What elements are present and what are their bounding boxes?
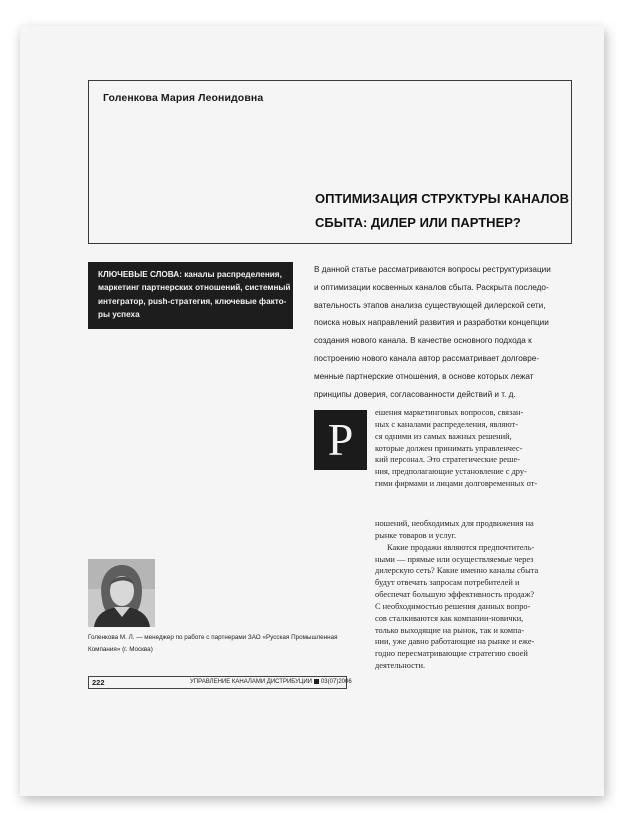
body-line: ешения маркетинговых вопросов, связан- [375, 408, 524, 417]
title-line: СБЫТА: ДИЛЕР ИЛИ ПАРТНЕР? [315, 215, 521, 230]
body-line: Какие продажи являются предпочтитель- [387, 542, 535, 552]
body-line: ношений, необходимых для продвижения на [375, 519, 534, 528]
abstract-line: менные партнерские отношения, в основе которых лежат [314, 371, 534, 381]
abstract-line: вательность этапов анализа существующей дилерской сети, [314, 300, 546, 310]
body-line: ся одними из самых важных решений, [375, 431, 512, 441]
body-line: только выходящие на рынок, так и компа- [375, 625, 525, 635]
body-line: дилерскую сеть? Какие именно каналы сбыта [375, 566, 539, 576]
square-separator-icon [314, 679, 319, 684]
body-line: ния, предполагающие установление с дру- [375, 467, 527, 477]
photo-caption [88, 632, 368, 655]
page-number: 222 [92, 678, 105, 687]
body-line: рынке товаров и услуг. [375, 530, 457, 540]
body-line: гими фирмами и лицами долговременных от- [375, 479, 538, 489]
body-line: деятельности. [375, 661, 426, 671]
keywords-line: ры успеха [98, 310, 140, 320]
keywords-line: КЛЮЧЕВЫЕ СЛОВА: каналы распределения, [98, 270, 282, 279]
abstract [314, 261, 576, 403]
magazine-page [20, 26, 604, 796]
header-box [88, 80, 572, 244]
journal-name: УПРАВЛЕНИЕ КАНАЛАМИ ДИСТРИБУЦИИ [190, 679, 312, 686]
journal-footer [190, 679, 352, 685]
body-text-continue [375, 518, 579, 672]
author-photo [88, 559, 155, 627]
author-name: Голенкова Мария Леонидовна [103, 92, 264, 104]
abstract-line: принципы доверия, согласованности действий и т. д. [314, 389, 516, 399]
caption-line: Компания» (г. Москва) [88, 645, 153, 653]
body-line: будут отвечать запросам потребителей и [375, 578, 520, 588]
body-line: ных с каналами распределения, являют- [375, 419, 519, 429]
article-title [315, 187, 570, 235]
body-line: ными — прямые или осуществляемые через [375, 554, 534, 564]
body-line: годно пересматривающие стратегию своей [375, 649, 528, 659]
footer-rule [88, 676, 89, 689]
abstract-line: построению нового канала автор рассматривает долговре- [314, 353, 540, 363]
drop-cap: Р [314, 410, 367, 470]
title-line: ОПТИМИЗАЦИЯ СТРУКТУРЫ КАНАЛОВ [315, 191, 570, 206]
footer-rule [88, 676, 346, 677]
caption-line: Голенкова М. Л. — менеджер по работе с партнерами ЗАО «Русская Промышленная [88, 634, 338, 641]
keywords-line: интегратор, push-стратегия, ключевые факто- [98, 296, 287, 306]
body-line: которые должен принимать управленчес- [375, 443, 523, 453]
footer-rule [88, 688, 346, 689]
keywords-line: маркетинг партнерских отношений, системный [98, 283, 291, 293]
body-line: нии, уже давно работающие на рынке и еже- [375, 637, 535, 647]
body-line: сов сталкиваются как компании-новички, [375, 613, 524, 623]
body-line: С необходимостью решения данных вопро- [375, 601, 531, 611]
keywords-box [88, 262, 293, 329]
body-line: кий персонал. Это стратегические реше- [375, 455, 520, 465]
body-text-first [375, 407, 579, 490]
abstract-line: и оптимизации косвенных каналов сбыта. Раскрыта последо- [314, 282, 549, 292]
abstract-line: создания нового канала. В качестве основного подхода к [314, 336, 532, 346]
issue-number: 03(07)2006 [320, 679, 352, 686]
abstract-line: В данной статье рассматриваются вопросы реструктуризации [314, 265, 551, 274]
body-line: обеспечат большую эффективность продаж? [375, 590, 535, 600]
abstract-line: поиска новых направлений развития и разработки концепции [314, 318, 549, 328]
author-portrait-image [88, 559, 155, 627]
